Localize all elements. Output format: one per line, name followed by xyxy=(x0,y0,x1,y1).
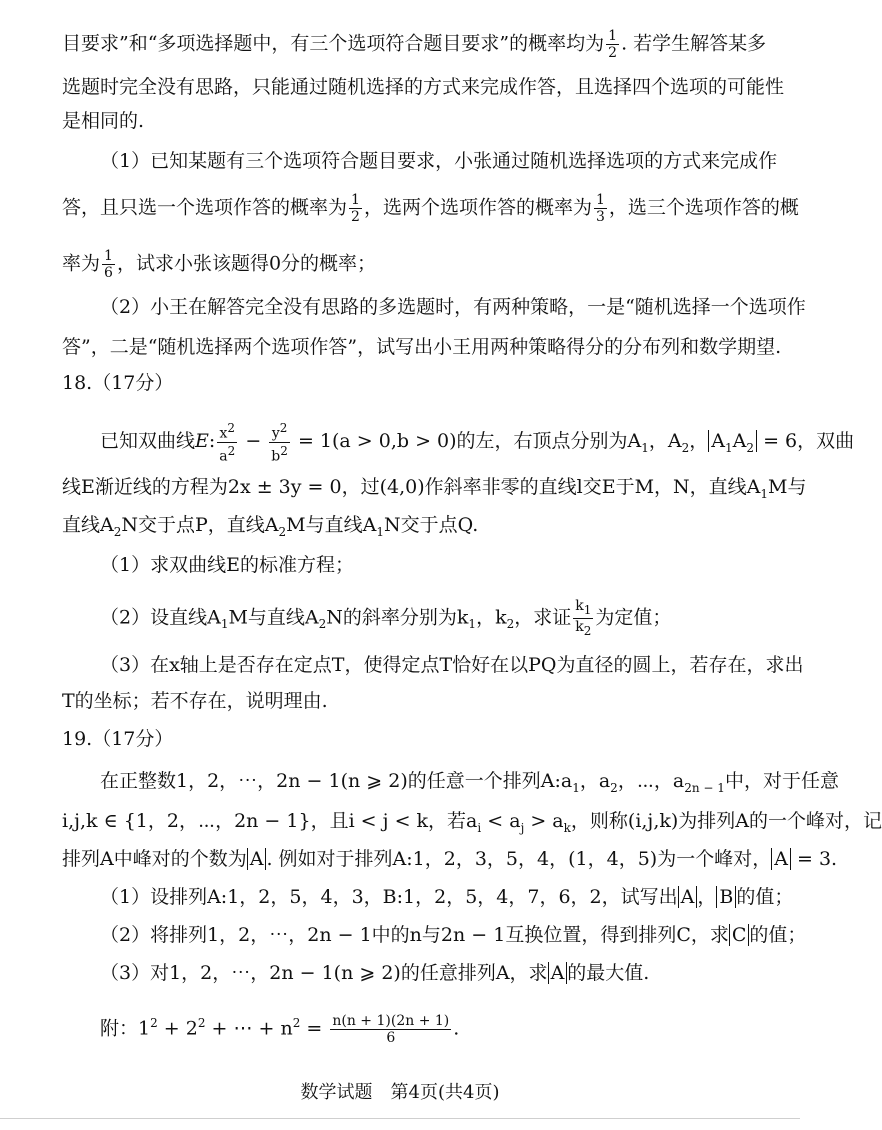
text: （3）对1，2，⋯，2n − 1(n ⩾ 2)的任意排列A，求 xyxy=(100,962,548,984)
q18-part2: （2）设直线$A_1M$与直线$A_2N$的斜率分别为$k_1$，$k_2$，求证 $\frac{k1}{k2}$ 为定值； xyxy=(100,598,672,638)
text: k xyxy=(575,618,584,635)
denominator: 2 xyxy=(351,209,360,225)
q19-appendix-formula: 附：$1^2 + 2^2$ + ⋯ + $n^2$ = $\frac{n(n + 1)(2n + 1)}{6}$ . xyxy=(100,1012,460,1046)
q17-part1-line-2 xyxy=(62,192,799,225)
text: ，则称(i,j,k)为排列A的一个峰对，记 xyxy=(570,810,882,832)
q18-line-3: 直线$A_2N$交于点P，直线$A_2M$与直线$A_1N$交于点Q. xyxy=(62,514,479,539)
abs-C: C xyxy=(729,924,750,946)
text: > a xyxy=(524,810,564,832)
bottom-divider xyxy=(0,1118,800,1119)
numerator: n(n + 1)(2n + 1) xyxy=(332,1012,450,1029)
abs-A: A xyxy=(771,848,791,870)
text: 的值； xyxy=(749,924,807,946)
text: M与直线A xyxy=(286,514,377,536)
numerator: y2 xyxy=(269,420,290,443)
text: ，A xyxy=(648,430,682,453)
text: . 若学生解答某多 xyxy=(621,32,767,55)
text: ， xyxy=(697,886,717,908)
denominator: 6 xyxy=(104,265,113,281)
text: 排列A中峰对的个数为 xyxy=(62,848,247,870)
text: 已知双曲线 xyxy=(100,430,196,453)
denominator: 3 xyxy=(595,209,605,225)
numerator: 1 xyxy=(351,192,360,208)
q19-line-2: i,j,k ∈ {1，2，⋯，2n − 1}，且i < j < k，若$a_i < a_j > a_k$，则称(i,j,k)为排列A的一个峰对，记 xyxy=(62,810,882,835)
fraction xyxy=(349,192,362,225)
q18-part1: （1）求双曲线E的标准方程； xyxy=(100,554,354,576)
text: ，求证 xyxy=(514,606,572,629)
q17-line-1 xyxy=(62,28,767,61)
q19-part1 xyxy=(100,884,794,910)
q17-line-2: 选题时完全没有思路，只能通过随机选择的方式来完成作答，且选择四个选项的可能性 xyxy=(62,76,785,98)
denominator: k2 xyxy=(575,618,592,638)
text: （2）设直线A xyxy=(100,606,221,629)
text: = xyxy=(300,1017,329,1040)
abs-A1A2: $A_1A_2$ xyxy=(708,430,757,452)
numerator: 1 xyxy=(595,192,605,208)
page-footer: 数学试题 第4页(共4页) xyxy=(300,1082,500,1103)
q17-part1-line-1: （1）已知某题有三个选项符合题目要求，小张通过随机选择选项的方式来完成作 xyxy=(100,150,778,172)
q19-line-3 xyxy=(62,846,838,872)
fraction xyxy=(606,28,619,61)
text: = 6，双曲 xyxy=(757,430,855,453)
text: （1）设排列A:1，2，5，4，3，B:1，2，5，4，7，6，2，试写出 xyxy=(100,886,678,908)
text: 的最大值. xyxy=(567,962,650,984)
text: （2）将排列1，2，⋯，2n − 1中的n与2n − 1互换位置，得到排列C，求 xyxy=(100,924,729,946)
numerator: x2 xyxy=(217,420,237,443)
text: + 2 xyxy=(157,1017,198,1040)
fraction-sum-squares xyxy=(330,1013,451,1046)
denominator: a2 xyxy=(219,443,236,465)
numerator: k1 xyxy=(575,598,592,617)
text: + ⋯ + n xyxy=(205,1017,293,1040)
text: N交于点Q. xyxy=(383,514,479,536)
subscript: 2n − 1 xyxy=(684,780,725,795)
text: 线E渐近线的方程为2x ± 3y = 0，过(4,0)作斜率非零的直线l交E于M，N，直线A xyxy=(62,476,761,498)
fraction xyxy=(594,192,607,225)
abs-B: B xyxy=(716,886,736,908)
fraction-y2-b2 xyxy=(269,420,290,464)
text: . xyxy=(453,1017,460,1040)
text: ，⋯，a xyxy=(617,770,685,792)
text: 附：1 xyxy=(100,1017,151,1040)
fraction-x2-a2 xyxy=(217,420,237,464)
text: i,j,k ∈ {1，2，⋯，2n − 1}，且i < j < k，若a xyxy=(62,810,478,832)
q17-line-3: 是相同的. xyxy=(62,110,145,132)
q19-header: 19.（17分） xyxy=(62,728,174,750)
abs-A: A xyxy=(678,886,698,908)
denominator: b2 xyxy=(271,443,288,465)
abs-A: A xyxy=(247,848,267,870)
text: N的斜率分别为k xyxy=(326,606,469,629)
text: 直线A xyxy=(62,514,114,536)
denominator: 6 xyxy=(386,1029,396,1046)
abs-A: A xyxy=(548,962,568,984)
text: : xyxy=(208,430,216,453)
text: 为定值； xyxy=(595,606,672,629)
text: k xyxy=(575,598,584,614)
text: 目要求”和“多项选择题中，有三个选项符合题目要求”的概率均为 xyxy=(62,32,605,55)
text: < a xyxy=(481,810,521,832)
q19-line-1: 在正整数1，2，⋯，2n − 1(n ⩾ 2)的任意一个排列$A:a_1$，$a_2$，⋯，$a_{2n - 1}$中，对于任意 xyxy=(100,770,839,795)
q18-line-1: 已知双曲线E: $\frac{x2}{a2}$ − $\frac{y2}{b2}$ = 1(a > 0,b > 0)的左，右顶点分别为$A_1$，$A_2$， $A_1A_2 = 6$，双曲 xyxy=(100,421,855,465)
text: 中，对于任意 xyxy=(724,770,839,792)
numerator: 1 xyxy=(104,248,113,264)
text: ，a xyxy=(579,770,611,792)
q18-header: 18.（17分） xyxy=(62,372,174,394)
q18-line-2: 线E渐近线的方程为2x ± 3y = 0，过(4,0)作斜率非零的直线l交E于M，N，直线$A_1M$与 xyxy=(62,476,807,501)
q19-part3 xyxy=(100,960,760,986)
text: N交于点P，直线A xyxy=(121,514,279,536)
text: M与 xyxy=(768,476,807,498)
text: = 3. xyxy=(790,848,838,870)
q17-part2-line-2: 答”，二是“随机选择两个选项作答”，试写出小王用两种策略得分的分布列和数学期望. xyxy=(62,336,782,358)
text: ，试求小张该题得0分的概率； xyxy=(116,252,377,275)
text: = 1(a > 0,b > 0)的左，右顶点分别为A xyxy=(291,430,642,453)
q18-part3-line-1: （3）在x轴上是否存在定点T，使得定点T恰好在以PQ为直径的圆上，若存在，求出 xyxy=(100,654,804,676)
denominator: 2 xyxy=(608,45,618,61)
fraction xyxy=(102,248,115,281)
text: . 例如对于排列A:1，2，3，5，4，(1，4，5)为一个峰对， xyxy=(266,848,772,870)
text: ，k xyxy=(476,606,507,629)
text: A xyxy=(732,430,747,453)
text: 在正整数1，2，⋯，2n − 1(n ⩾ 2)的任意一个排列A:a xyxy=(100,770,573,792)
text: ，选三个选项作答的概 xyxy=(608,196,799,219)
q19-part2 xyxy=(100,922,807,948)
text: ，选两个选项作答的概率为 xyxy=(363,196,592,219)
q18-part3-line-2: T的坐标；若不存在，说明理由. xyxy=(62,690,328,712)
text: A xyxy=(711,430,726,453)
text: M与直线A xyxy=(228,606,319,629)
q17-part2-line-1: （2）小王在解答完全没有思路的多选题时，有两种策略，一是“随机选择一个选项作 xyxy=(100,296,806,318)
q17-part1-line-3 xyxy=(62,248,762,281)
fraction-k1-k2 xyxy=(573,598,593,639)
text: 答，且只选一个选项作答的概率为 xyxy=(62,196,348,219)
text: 的值； xyxy=(736,886,794,908)
numerator: 1 xyxy=(608,28,618,44)
var-E: E xyxy=(195,430,209,453)
text: 率为 xyxy=(62,252,101,275)
